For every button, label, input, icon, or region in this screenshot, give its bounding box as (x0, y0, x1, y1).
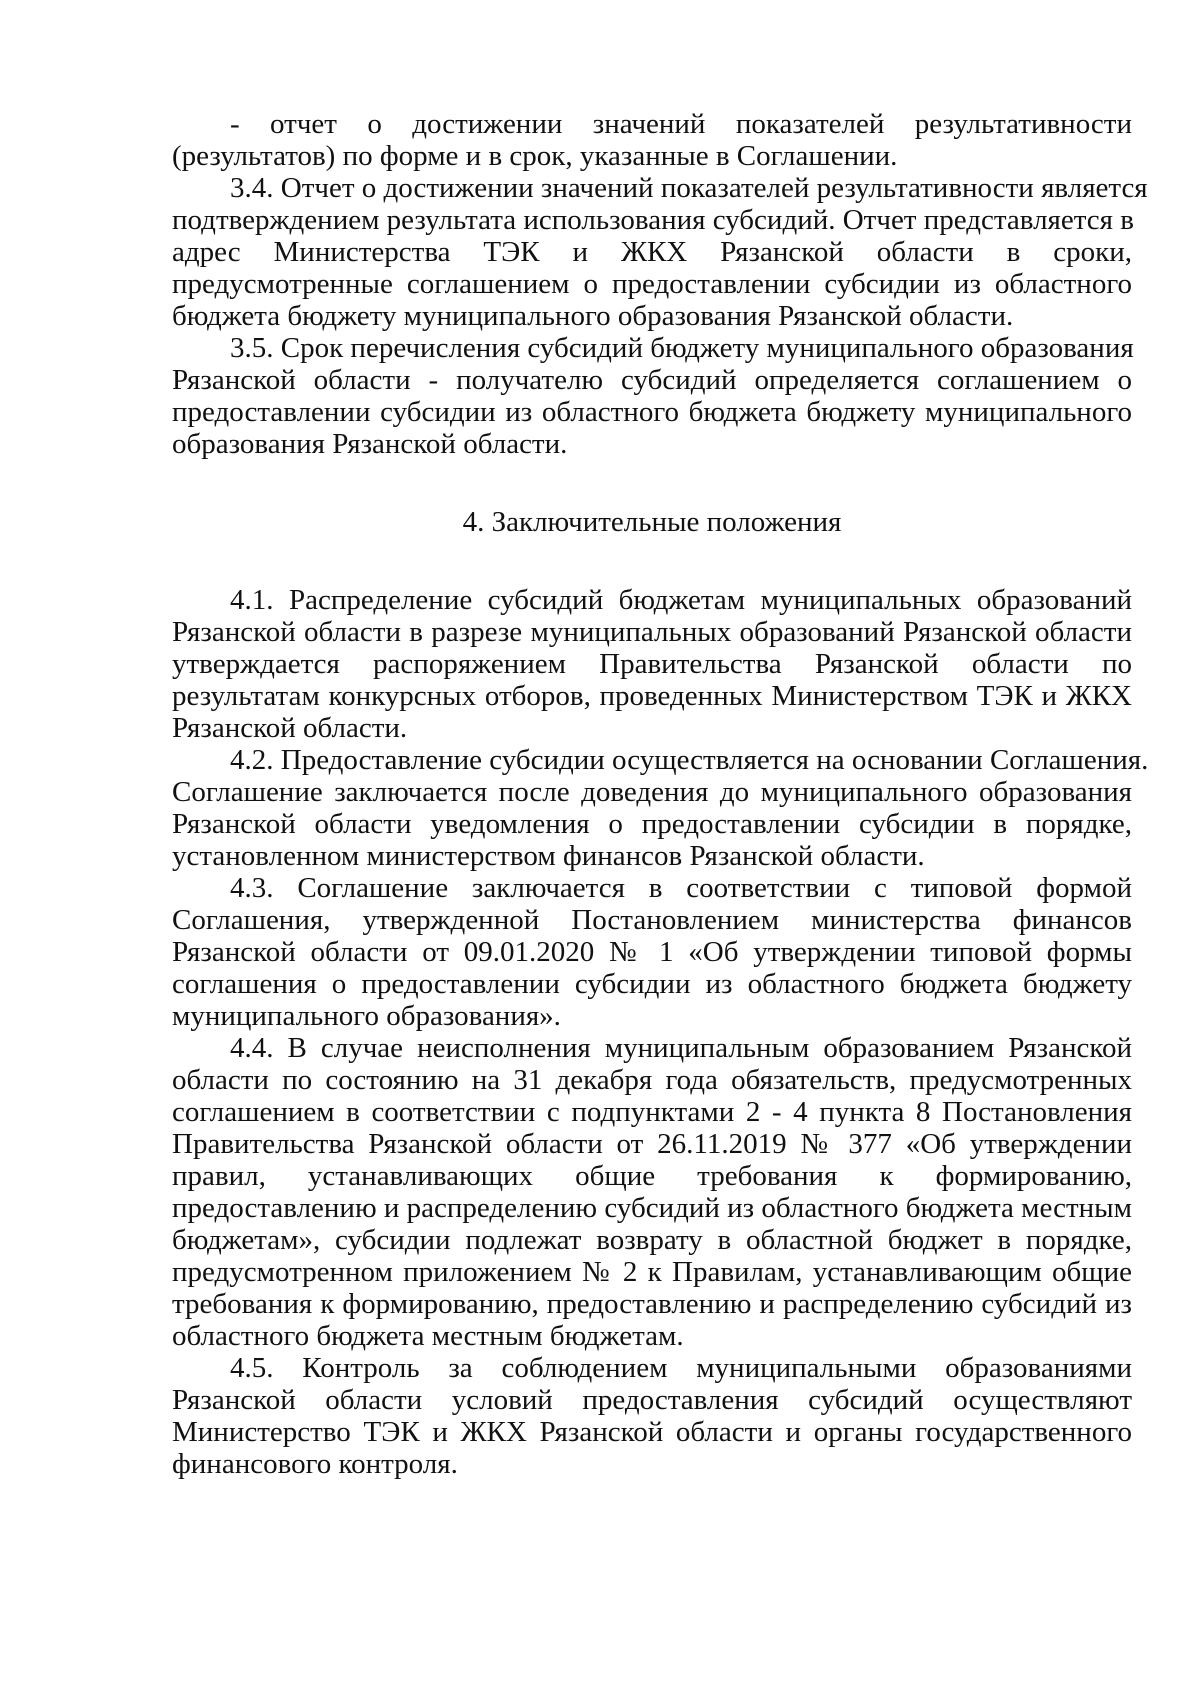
text-line: 4.1. Распределение субсидий бюджетам муниципальных образований (230, 584, 1132, 616)
text-line: Соглашения, утвержденной Постановлением министерства финансов (172, 904, 1132, 936)
text-line: 4.5. Контроль за соблюдением муниципальными образованиями (230, 1352, 1132, 1384)
paragraph-4-2 (172, 744, 1149, 872)
paragraph-4-3 (172, 872, 1132, 1032)
text-line: 3.5. Срок перечисления субсидий бюджету муниципального образования (230, 332, 1134, 364)
paragraph-3-5 (172, 332, 1132, 460)
text-line: предусмотренные соглашением о предоставлении субсидии из областного (172, 268, 1132, 300)
text-line: Рязанской области условий предоставления субсидий осуществляют (172, 1384, 1132, 1416)
text-line: - отчет о достижении значений показателей результативности (230, 108, 1132, 140)
text-line: Рязанской области уведомления о предоставлении субсидии в порядке, (172, 808, 1132, 840)
text-line: результатам конкурсных отборов, проведенных Министерством ТЭК и ЖКХ (172, 680, 1132, 712)
text-line: (результатов) по форме и в срок, указанные в Соглашении. (172, 140, 898, 172)
text-line: 4.2. Предоставление субсидии осуществляется на основании Соглашения. (230, 744, 1149, 776)
text-line: Рязанской области от 09.01.2020 № 1 «Об утверждении типовой формы (172, 936, 1132, 968)
paragraph-4-4 (172, 1032, 1132, 1352)
paragraph-report-item (172, 108, 1132, 172)
text-line: установленном министерством финансов Рязанской области. (172, 840, 925, 872)
paragraph-4-1 (172, 584, 1132, 744)
text-line: муниципального образования». (172, 1000, 561, 1032)
text-line: Министерство ТЭК и ЖКХ Рязанской области и органы государственного (172, 1416, 1132, 1448)
text-line: Рязанской области - получателю субсидий определяется соглашением о (172, 364, 1132, 396)
text-line: 4.4. В случае неисполнения муниципальным образованием Рязанской (230, 1032, 1132, 1064)
text-line: предоставлению и распределению субсидий из областного бюджета местным (172, 1192, 1132, 1224)
text-line: адрес Министерства ТЭК и ЖКХ Рязанской области в сроки, (172, 236, 1132, 268)
text-line: Рязанской области в разрезе муниципальных образований Рязанской области (172, 616, 1132, 648)
text-line: предусмотренном приложением № 2 к Правилам, устанавливающим общие (172, 1256, 1132, 1288)
text-line: 4.3. Соглашение заключается в соответствии с типовой формой (230, 872, 1132, 904)
text-line: областного бюджета местным бюджетам. (172, 1320, 684, 1352)
section-heading: 4. Заключительные положения (462, 506, 842, 538)
text-line: финансового контроля. (172, 1448, 458, 1480)
text-line: образования Рязанской области. (172, 428, 568, 460)
text-line: Рязанской области. (172, 712, 408, 744)
text-line: области по состоянию на 31 декабря года обязательств, предусмотренных (172, 1064, 1132, 1096)
text-line: утверждается распоряжением Правительства Рязанской области по (172, 648, 1132, 680)
text-line: Соглашение заключается после доведения до муниципального образования (172, 776, 1132, 808)
text-line: 3.4. Отчет о достижении значений показателей результативности является (230, 172, 1148, 204)
text-line: бюджета бюджету муниципального образования Рязанской области. (172, 300, 1014, 332)
text-line: соглашением в соответствии с подпунктами 2 - 4 пункта 8 Постановления (172, 1096, 1132, 1128)
text-line: бюджетам», субсидии подлежат возврату в областной бюджет в порядке, (172, 1224, 1132, 1256)
document-page (172, 108, 1149, 1480)
text-line: правил, устанавливающих общие требования к формированию, (172, 1160, 1132, 1192)
text-line: подтверждением результата использования субсидий. Отчет представляется в (172, 204, 1134, 236)
text-line: требования к формированию, предоставлению и распределению субсидий из (172, 1288, 1132, 1320)
text-line: предоставлении субсидии из областного бюджета бюджету муниципального (172, 396, 1132, 428)
paragraph-4-5 (172, 1352, 1132, 1480)
paragraph-3-4 (172, 172, 1148, 332)
text-line: соглашения о предоставлении субсидии из областного бюджета бюджету (172, 968, 1132, 1000)
text-line: Правительства Рязанской области от 26.11.2019 № 377 «Об утверждении (172, 1128, 1132, 1160)
